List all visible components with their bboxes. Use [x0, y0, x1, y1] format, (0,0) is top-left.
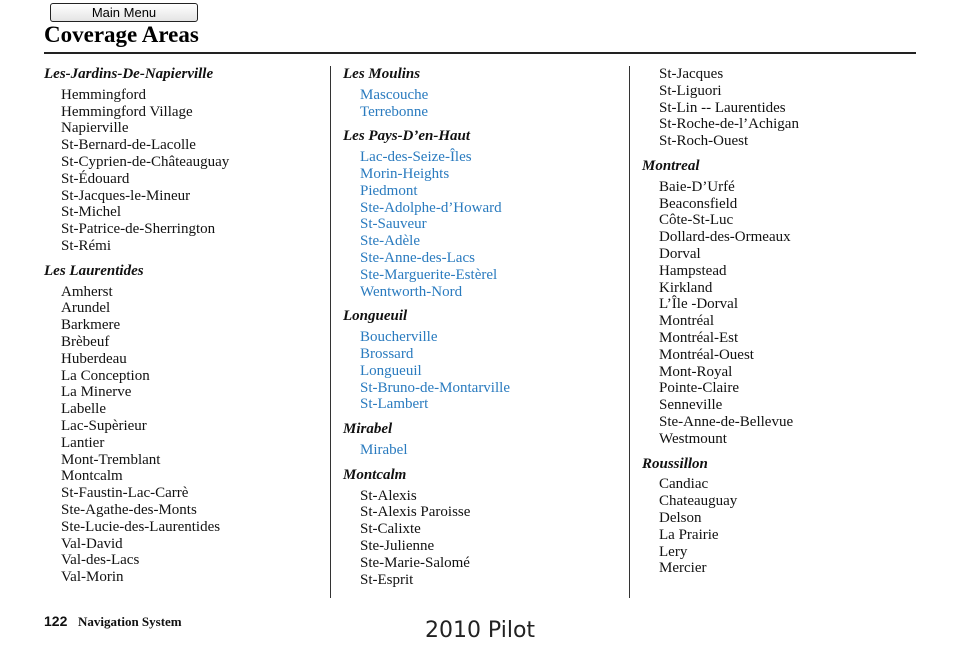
- town-item: St-Roche-de-l’Achigan: [659, 116, 799, 133]
- town-link[interactable]: Morin-Heights: [360, 165, 450, 182]
- town-item: Senneville: [659, 397, 723, 414]
- town-item: St-Bernard-de-Lacolle: [61, 137, 196, 154]
- town-item: St-Calixte: [360, 521, 421, 538]
- town-list: [343, 442, 623, 459]
- town-item: Montréal-Ouest: [659, 346, 754, 363]
- town-item: Labelle: [61, 401, 106, 418]
- town-link[interactable]: Terrebonne: [360, 103, 429, 120]
- town-link[interactable]: Ste-Adèle: [360, 233, 420, 250]
- town-item: Amherst: [61, 283, 113, 300]
- region-heading: Longueuil: [343, 308, 408, 325]
- town-item: Ste-Julienne: [360, 537, 435, 554]
- town-item: La Conception: [61, 367, 150, 384]
- town-item: La Prairie: [659, 526, 719, 543]
- town-list: [44, 284, 324, 586]
- town-link[interactable]: Ste-Anne-des-Lacs: [360, 249, 475, 266]
- town-list: [343, 87, 623, 121]
- town-item: L’Île -Dorval: [659, 296, 738, 313]
- watermark-text: 2010 Pilot: [424, 618, 536, 643]
- town-item: St-Édouard: [61, 170, 130, 187]
- column-3: [642, 66, 922, 585]
- town-item: Huberdeau: [61, 350, 127, 367]
- town-item: Pointe-Claire: [659, 380, 739, 397]
- town-item: Montréal-Est: [659, 329, 739, 346]
- town-item: Kirkland: [659, 279, 713, 296]
- region-heading: Montreal: [642, 157, 700, 174]
- town-link[interactable]: St-Sauveur: [360, 216, 427, 233]
- town-link[interactable]: St-Bruno-de-Montarville: [360, 379, 510, 396]
- town-item: Dollard-des-Ormeaux: [659, 229, 791, 246]
- town-item: Beaconsfield: [659, 195, 738, 212]
- town-list: [44, 87, 324, 255]
- town-item: St-Roch-Ouest: [659, 133, 749, 150]
- town-item: Lac-Supèrieur: [61, 417, 147, 434]
- town-list: [343, 329, 623, 413]
- town-item: Hemmingford Village: [61, 103, 193, 120]
- town-item: St-Esprit: [360, 571, 414, 588]
- town-item: Ste-Agathe-des-Monts: [61, 501, 197, 518]
- town-item: Ste-Marie-Salomé: [360, 554, 470, 571]
- town-link[interactable]: Boucherville: [360, 329, 438, 346]
- town-item: St-Alexis: [360, 487, 417, 504]
- town-item: St-Lin -- Laurentides: [659, 99, 786, 116]
- main-menu-button[interactable]: Main Menu: [50, 3, 198, 22]
- town-item: Hemmingford: [61, 86, 146, 103]
- column-divider: [629, 66, 630, 598]
- town-item: St-Jacques-le-Mineur: [61, 187, 191, 204]
- town-item: Côte-St-Luc: [659, 212, 734, 229]
- town-item: St-Jacques: [659, 66, 724, 82]
- column-1: [44, 66, 324, 594]
- town-link[interactable]: Wentworth-Nord: [360, 283, 463, 300]
- town-item: Candiac: [659, 476, 709, 493]
- town-link[interactable]: Ste-Marguerite-Estèrel: [360, 266, 498, 283]
- town-link[interactable]: St-Lambert: [360, 396, 429, 413]
- town-item: Ste-Anne-de-Bellevue: [659, 413, 794, 430]
- town-item: Dorval: [659, 245, 701, 262]
- town-list: [343, 488, 623, 589]
- town-list: [642, 179, 922, 448]
- town-item: St-Patrice-de-Sherrington: [61, 221, 216, 238]
- town-item: Brèbeuf: [61, 333, 110, 350]
- town-item: Chateauguay: [659, 493, 738, 510]
- town-item: Lery: [659, 543, 688, 560]
- town-item: Val-David: [61, 535, 123, 552]
- region-heading: Les Pays-D’en-Haut: [343, 128, 471, 145]
- page-number: 122: [44, 613, 68, 629]
- column-2: [343, 66, 623, 596]
- page-title: Coverage Areas: [44, 22, 199, 47]
- town-item: Arundel: [61, 300, 111, 317]
- town-link[interactable]: Lac-des-Seize-Îles: [360, 149, 472, 166]
- town-item: Montréal: [659, 313, 714, 330]
- town-item: La Minerve: [61, 384, 132, 401]
- town-list: [642, 66, 922, 150]
- region-heading: Les-Jardins-De-Napierville: [44, 66, 214, 82]
- region-heading: Mirabel: [343, 421, 393, 438]
- town-list: [642, 476, 922, 577]
- town-item: Baie-D’Urfé: [659, 178, 735, 195]
- town-item: St-Cyprien-de-Châteauguay: [61, 153, 230, 170]
- town-item: St-Liguori: [659, 82, 722, 99]
- town-item: Val-des-Lacs: [61, 552, 140, 569]
- town-item: Barkmere: [61, 317, 121, 334]
- town-item: Mercier: [659, 560, 707, 577]
- town-link[interactable]: Mirabel: [360, 441, 408, 458]
- town-item: Ste-Lucie-des-Laurentides: [61, 518, 221, 535]
- footer-section-title: Navigation System: [78, 614, 182, 629]
- column-divider: [330, 66, 331, 598]
- town-link[interactable]: Ste-Adolphe-d’Howard: [360, 199, 502, 216]
- town-item: Westmount: [659, 430, 727, 447]
- town-item: Napierville: [61, 120, 129, 137]
- town-item: St-Rémi: [61, 237, 112, 254]
- town-link[interactable]: Piedmont: [360, 182, 418, 199]
- town-item: Val-Morin: [61, 569, 124, 586]
- region-heading: Les Laurentides: [44, 262, 144, 279]
- town-link[interactable]: Longueuil: [360, 362, 422, 379]
- town-item: Hampstead: [659, 262, 727, 279]
- town-link[interactable]: Mascouche: [360, 86, 429, 103]
- town-link[interactable]: Brossard: [360, 345, 414, 362]
- town-list: [343, 149, 623, 300]
- town-item: Mont-Tremblant: [61, 451, 161, 468]
- town-item: Delson: [659, 509, 702, 526]
- town-item: Montcalm: [61, 468, 123, 485]
- region-heading: Montcalm: [343, 466, 407, 483]
- town-item: Lantier: [61, 434, 105, 451]
- town-item: St-Michel: [61, 204, 121, 221]
- region-heading: Les Moulins: [343, 66, 421, 82]
- town-item: Mont-Royal: [659, 363, 733, 380]
- header-rule: [44, 52, 916, 54]
- town-item: St-Alexis Paroisse: [360, 504, 471, 521]
- town-item: St-Faustin-Lac-Carrè: [61, 485, 189, 502]
- region-heading: Roussillon: [642, 455, 708, 472]
